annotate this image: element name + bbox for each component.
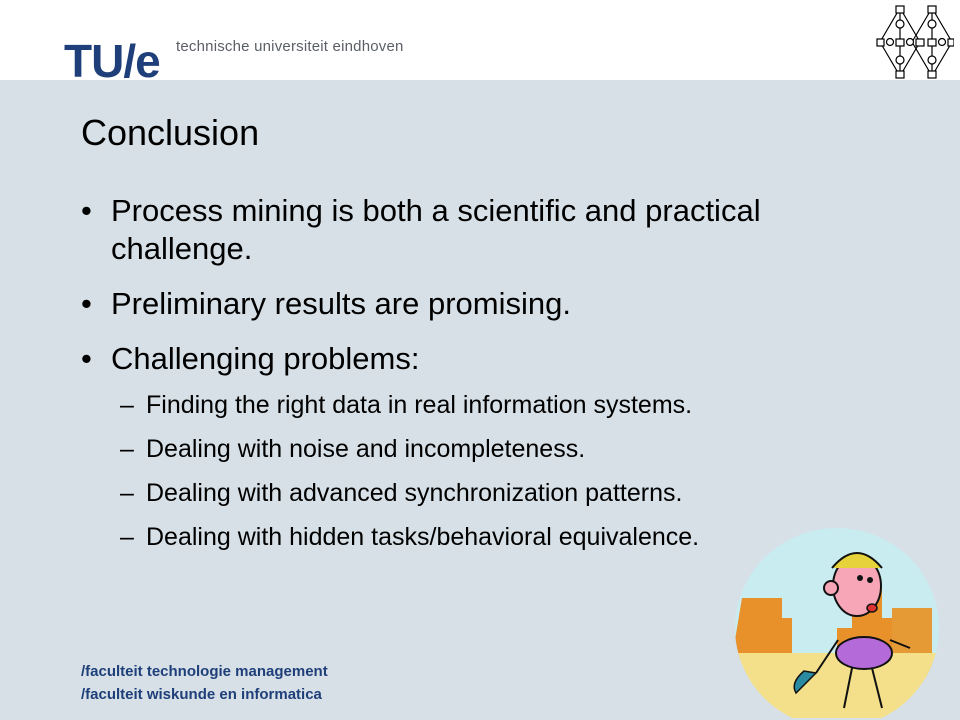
footer <box>81 660 328 706</box>
sub-bullet-text: Dealing with hidden tasks/behavioral equivalence. <box>146 523 700 551</box>
bullet-symbol: • <box>81 286 92 321</box>
bullet-list <box>81 192 881 395</box>
petri-net-icon <box>876 4 954 80</box>
dash-symbol: – <box>120 435 134 463</box>
footer-faculty-1: /faculteit technologie management <box>81 663 328 680</box>
dash-symbol: – <box>120 523 134 551</box>
university-tagline: technische universiteit eindhoven <box>176 38 404 55</box>
bullet-item <box>81 285 881 323</box>
cartoon-character-illustration <box>732 528 942 718</box>
dash-symbol: – <box>120 479 134 507</box>
tue-logo: TU/e <box>64 35 160 87</box>
bullet-item <box>81 340 881 378</box>
bullet-item <box>81 192 881 268</box>
sub-bullet-text: Finding the right data in real information systems. <box>146 391 693 419</box>
sub-bullet-item <box>120 478 840 508</box>
sub-bullet-text: Dealing with noise and incompleteness. <box>146 435 586 463</box>
header-bar <box>0 0 960 87</box>
bullet-symbol: • <box>81 193 92 228</box>
bullet-symbol: • <box>81 341 92 376</box>
slide-title: Conclusion <box>81 112 260 153</box>
sub-bullet-item <box>120 434 840 464</box>
sub-bullet-text: Dealing with advanced synchronization patterns. <box>146 479 683 507</box>
bullet-text: Preliminary results are promising. <box>111 286 571 321</box>
dash-symbol: – <box>120 391 134 419</box>
sub-bullet-item <box>120 390 840 420</box>
bullet-text: Challenging problems: <box>111 341 420 376</box>
footer-faculty-2: /faculteit wiskunde en informatica <box>81 686 322 703</box>
bullet-text: Process mining is both a scientific and practical challenge. <box>111 193 761 266</box>
